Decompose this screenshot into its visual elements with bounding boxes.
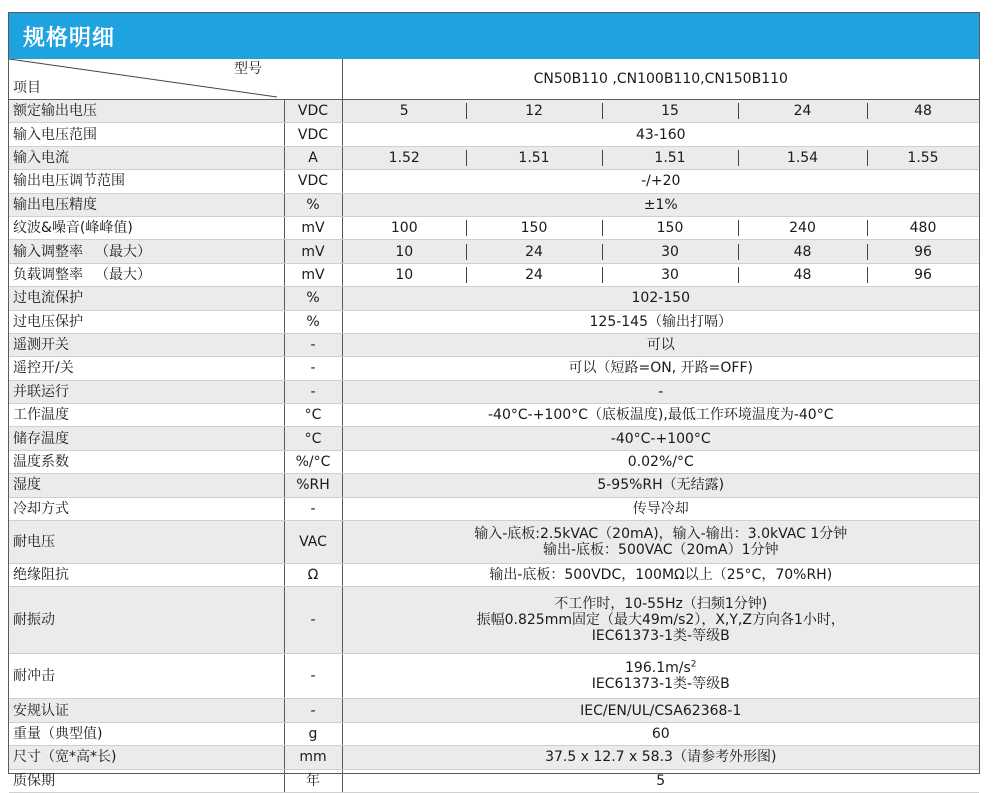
row-value: IEC/EN/UL/CSA62368-1 [342,699,979,722]
row-unit: mV [284,263,342,286]
row-unit: % [284,193,342,216]
table-row [9,450,979,473]
row-value: 96 [867,240,979,263]
row-value: 102-150 [342,287,979,310]
row-name: 温度系数 [9,450,284,473]
row-value: 可以（短路=ON, 开路=OFF) [342,357,979,380]
table-row [9,216,979,239]
row-name: 湿度 [9,474,284,497]
row-value: 30 [602,263,738,286]
row-name-text: 负载调整率 [13,266,83,283]
table-row [9,287,979,310]
row-name: 工作温度 [9,404,284,427]
row-name: 绝缘阻抗 [9,564,284,587]
row-unit: - [284,699,342,722]
table-row [9,699,979,722]
value-text: 196.1m/s [625,660,691,677]
row-unit: A [284,146,342,169]
row-name: 遥控开/关 [9,357,284,380]
row-value: 60 [342,722,979,745]
row-value: 24 [466,240,602,263]
row-value: 150 [602,216,738,239]
row-unit: %RH [284,474,342,497]
row-unit: - [284,587,342,654]
row-value [342,587,979,654]
row-value: 48 [867,100,979,123]
table-header-row [9,59,979,100]
row-name: 耐冲击 [9,654,284,699]
row-unit: % [284,310,342,333]
table-row [9,564,979,587]
row-unit: 年 [284,769,342,792]
row-value: 1.55 [867,146,979,169]
value-line [343,660,980,676]
row-value: 48 [738,240,867,263]
row-name: 过电压保护 [9,310,284,333]
table-row [9,100,979,123]
row-value: 43-160 [342,123,979,146]
row-value: -40°C-+100°C [342,427,979,450]
title-bar [9,13,979,60]
row-value: 可以 [342,333,979,356]
value-line: IEC61373-1类-等级B [591,628,730,645]
table-row [9,587,979,654]
table-row [9,263,979,286]
row-name: 输入电流 [9,146,284,169]
row-value: - [342,380,979,403]
row-name: 输入电压范围 [9,123,284,146]
row-name: 并联运行 [9,380,284,403]
row-unit: °C [284,427,342,450]
row-value: 96 [867,263,979,286]
table-row [9,722,979,745]
row-value: 5 [342,100,466,123]
row-unit: VAC [284,521,342,564]
row-unit: VDC [284,170,342,193]
row-value: 48 [738,263,867,286]
table-row [9,123,979,146]
header-models: CN50B110 ,CN100B110,CN150B110 [342,59,979,100]
row-unit: g [284,722,342,745]
row-value: 125-145（输出打嗝） [342,310,979,333]
table-row [9,521,979,564]
row-name: 重量（典型值) [9,722,284,745]
value-line: 输出-底板：500VAC（20mA）1分钟 [543,542,779,559]
row-name: 过电流保护 [9,287,284,310]
row-unit: - [284,357,342,380]
row-unit: - [284,497,342,520]
row-value: 12 [466,100,602,123]
row-unit: % [284,287,342,310]
row-value: 1.51 [602,146,738,169]
table-row [9,240,979,263]
row-value: 30 [602,240,738,263]
table-row [9,427,979,450]
row-name-text: 输入调整率 [13,243,83,260]
table-row [9,497,979,520]
row-value: -40°C-+100°C（底板温度),最低工作环境温度为-40°C [342,404,979,427]
row-value: 5 [342,769,979,792]
value-line: 振幅0.825mm固定（最大49m/s2），X,Y,Z方向各1小时， [476,612,845,629]
row-value: 1.51 [466,146,602,169]
value-line: IEC61373-1类-等级B [591,676,730,693]
row-unit: Ω [284,564,342,587]
row-value: 10 [342,263,466,286]
row-value: 24 [738,100,867,123]
table-row [9,146,979,169]
row-unit: mV [284,216,342,239]
table-row [9,654,979,699]
row-value: 24 [466,263,602,286]
row-name [9,263,284,286]
row-value: 100 [342,216,466,239]
table-row [9,193,979,216]
row-name-note: （最大） [95,243,151,260]
row-value: 150 [466,216,602,239]
row-unit: °C [284,404,342,427]
row-name: 尺寸（宽*高*长) [9,746,284,769]
row-unit: - [284,333,342,356]
table-row [9,474,979,497]
spec-table [9,59,979,793]
row-value: 15 [602,100,738,123]
table-row [9,357,979,380]
row-name: 输出电压精度 [9,193,284,216]
row-name: 储存温度 [9,427,284,450]
value-line: 输入-底板:2.5kVAC（20mA)，输入-输出：3.0kVAC 1分钟 [474,526,848,543]
row-name: 质保期 [9,769,284,792]
value-superscript: 2 [690,659,697,670]
value-line: 不工作时，10-55Hz（扫频1分钟) [554,596,768,613]
row-unit: mV [284,240,342,263]
row-name: 额定输出电压 [9,100,284,123]
table-row [9,170,979,193]
row-name: 安规认证 [9,699,284,722]
table-row [9,380,979,403]
row-unit: %/°C [284,450,342,473]
row-value: 240 [738,216,867,239]
row-name: 冷却方式 [9,497,284,520]
table-row [9,746,979,769]
page-title: 规格明细 [23,26,116,51]
row-unit: VDC [284,100,342,123]
row-name-note: （最大） [95,266,151,283]
row-name: 耐电压 [9,521,284,564]
header-corner-cell [9,59,342,100]
row-value: 1.52 [342,146,466,169]
header-model-label: 型号 [234,61,262,77]
table-row [9,333,979,356]
row-value: 37.5 x 12.7 x 58.3（请参考外形图) [342,746,979,769]
row-unit: - [284,654,342,699]
row-value [342,654,979,699]
table-row [9,769,979,792]
row-value: ±1% [342,193,979,216]
row-name: 输出电压调节范围 [9,170,284,193]
row-unit: VDC [284,123,342,146]
row-value: 480 [867,216,979,239]
row-name: 遥测开关 [9,333,284,356]
row-name [9,240,284,263]
row-value: 传导冷却 [342,497,979,520]
table-row [9,310,979,333]
row-value: -/+20 [342,170,979,193]
row-value: 5-95%RH（无结露) [342,474,979,497]
row-value: 输出-底板：500VDC，100MΩ以上（25°C，70%RH) [342,564,979,587]
header-diagonal-line [9,59,341,99]
row-value: 0.02%/°C [342,450,979,473]
row-name: 耐振动 [9,587,284,654]
row-value: 10 [342,240,466,263]
table-row [9,404,979,427]
row-name: 纹波&噪音(峰峰值) [9,216,284,239]
row-value [342,521,979,564]
spec-frame [8,12,980,789]
row-value: 1.54 [738,146,867,169]
header-item-label: 项目 [13,80,41,96]
row-unit: - [284,380,342,403]
row-unit: mm [284,746,342,769]
